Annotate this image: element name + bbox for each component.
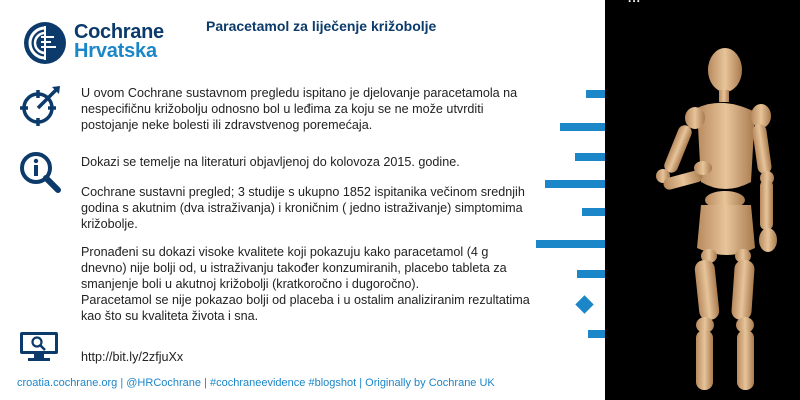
footer-website[interactable]: croatia.cochrane.org — [17, 377, 118, 389]
decor-bar — [588, 330, 606, 338]
logo-name-line1: Cochrane — [74, 21, 164, 43]
cochrane-logo — [24, 18, 164, 68]
studies-text: Cochrane sustavni pregled; 3 studije s ukupno 1852 ispitanika večinom srednjih godina s akutnim (dva istraživanja) i kroničnim ( jedno istraživanje) simptomima križobolje. — [81, 185, 525, 231]
source-link[interactable]: http://bit.ly/2zfjuXx — [81, 350, 184, 364]
footer-separator: | — [359, 377, 363, 389]
decor-bar — [560, 123, 606, 131]
evidence-date-text: Dokazi se temelje na literaturi objavljenoj do kolovoza 2015. godine. — [81, 155, 460, 169]
footer-twitter[interactable]: @HRCochrane — [126, 377, 202, 389]
monitor-search-icon — [18, 330, 62, 360]
aim-text: U ovom Cochrane sustavnom pregledu ispitano je djelovanje paracetamola na nespecifičnu križobolju odnosno bol u leđima za koju se ne može utvrditi postojanje neke bolesti ili zdravstvenog poremećaja. — [81, 86, 518, 132]
footer-hashtags: #cochraneevidence #blogshot — [210, 377, 357, 389]
footer-credit: Originally by Cochrane UK — [365, 377, 495, 389]
magnifier-info-icon — [18, 150, 62, 194]
decor-bar — [586, 90, 606, 98]
results-block — [81, 244, 531, 324]
photo-top-label — [628, 0, 641, 5]
conclusion-text: Paracetamol se nije pokazao bolji od placeba i u ostalim analiziranim rezultatima kao što su kvaliteta života i sna. — [81, 293, 530, 323]
logo-name-line2: Hrvatska — [74, 40, 157, 62]
wooden-mannequin-illustration — [605, 0, 800, 400]
decor-bar — [575, 153, 606, 161]
footer-separator: | — [120, 377, 124, 389]
target-icon — [18, 84, 62, 128]
page-title: Paracetamol za liječenje križobolje — [206, 18, 437, 34]
decor-bar — [536, 240, 606, 248]
decor-bar — [545, 180, 606, 188]
mannequin-photo — [605, 0, 800, 400]
decor-bar — [577, 270, 606, 278]
decor-bar — [582, 208, 606, 216]
decor-diamond — [575, 295, 593, 313]
footer — [17, 377, 495, 389]
results-text: Pronađeni su dokazi visoke kvalitete koji pokazuju kako paracetamol (4 g dnevno) nije bolji od, u istraživanju također konzumiranih, placebo tableta za smanjenje boli u akutnoj križobolji (kratkoročno i dugoročno). — [81, 245, 507, 291]
footer-separator: | — [204, 377, 207, 389]
cochrane-logo-icon — [24, 22, 66, 64]
